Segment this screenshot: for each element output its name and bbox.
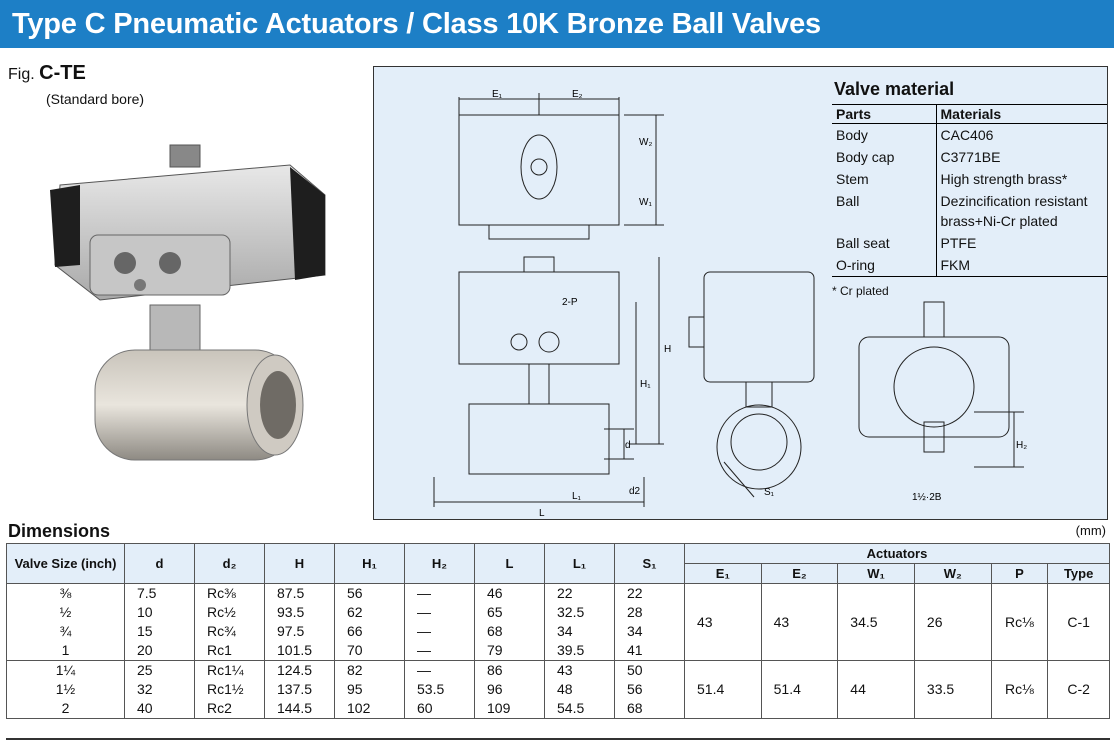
cell-w2: 33.5	[914, 661, 991, 719]
label-h1: H₁	[640, 379, 651, 390]
cell-size: ⅜	[7, 584, 125, 604]
label-h2: H₂	[1016, 440, 1028, 451]
cell-h1: 62	[335, 603, 405, 622]
vm-material: C3771BE	[940, 149, 1001, 165]
cell-l: 96	[475, 680, 545, 699]
cell-h2: 53.5	[405, 680, 475, 699]
cell-s1: 50	[615, 661, 685, 681]
cell-size: ½	[7, 603, 125, 622]
cell-l1: 32.5	[545, 603, 615, 622]
vm-header-parts: Parts	[832, 105, 936, 124]
fig-code: C-TE	[39, 62, 86, 84]
cell-l: 68	[475, 622, 545, 641]
valve-material-note: * Cr plated	[832, 284, 889, 298]
vm-row	[832, 232, 1107, 254]
cell-l1: 54.5	[545, 699, 615, 719]
label-l1: L₁	[572, 491, 581, 502]
label-h: H	[664, 344, 672, 355]
cell-h: 101.5	[265, 641, 335, 661]
cell-s1: 56	[615, 680, 685, 699]
table-row	[7, 584, 1110, 604]
cell-h2: 60	[405, 699, 475, 719]
cell-d2: Rc½	[195, 603, 265, 622]
cell-h: 144.5	[265, 699, 335, 719]
vm-part: Body cap	[832, 146, 936, 168]
header-h2: H₂	[405, 544, 475, 584]
cell-h: 124.5	[265, 661, 335, 681]
cell-l: 46	[475, 584, 545, 604]
header-p: P	[991, 564, 1048, 584]
cell-h2: —	[405, 622, 475, 641]
cell-d: 10	[125, 603, 195, 622]
header-e1: E₁	[685, 564, 762, 584]
cell-d: 15	[125, 622, 195, 641]
cell-s1: 41	[615, 641, 685, 661]
label-e1: E₁	[492, 89, 503, 100]
cell-h2: —	[405, 641, 475, 661]
cell-h1: 56	[335, 584, 405, 604]
dimensions-unit: (mm)	[1075, 523, 1106, 538]
table-row	[7, 661, 1110, 681]
label-e2: E₂	[572, 89, 583, 100]
header-h: H	[265, 544, 335, 584]
vm-part: O-ring	[832, 254, 936, 277]
cell-w1: 44	[838, 661, 915, 719]
cell-l1: 43	[545, 661, 615, 681]
header-type: Type	[1048, 564, 1110, 584]
cell-h: 87.5	[265, 584, 335, 604]
cell-h2: —	[405, 584, 475, 604]
vm-material: PTFE	[940, 235, 977, 251]
vm-material: CAC406	[940, 127, 994, 143]
cell-d2: Rc1	[195, 641, 265, 661]
label-w2: W₂	[639, 137, 653, 148]
cell-h: 97.5	[265, 622, 335, 641]
header-l: L	[475, 544, 545, 584]
cell-w2: 26	[914, 584, 991, 661]
cell-e2: 51.4	[761, 661, 838, 719]
vm-header-materials: Materials	[936, 105, 1107, 124]
label-l: L	[539, 508, 545, 519]
cell-p: Rc⅛	[991, 661, 1048, 719]
page-title: Type C Pneumatic Actuators / Class 10K Bronze Ball Valves	[0, 0, 1114, 48]
cell-h1: 102	[335, 699, 405, 719]
figure-label	[8, 62, 86, 85]
cell-d2: Rc1½	[195, 680, 265, 699]
vm-row	[832, 168, 1107, 190]
product-photo	[40, 135, 340, 495]
cell-d: 25	[125, 661, 195, 681]
cell-size: 2	[7, 699, 125, 719]
cell-l: 109	[475, 699, 545, 719]
figure-subtitle: (Standard bore)	[46, 91, 145, 107]
cell-l1: 34	[545, 622, 615, 641]
cell-w1: 34.5	[838, 584, 915, 661]
header-e2: E₂	[761, 564, 838, 584]
cell-h1: 70	[335, 641, 405, 661]
label-variant: 1½·2B	[912, 492, 942, 503]
vm-material: High strength brass*	[940, 171, 1068, 187]
dimensions-title: Dimensions	[8, 521, 111, 541]
cell-l1: 22	[545, 584, 615, 604]
label-w1: W₁	[639, 197, 652, 208]
vm-row	[832, 190, 1107, 232]
header-h1: H₁	[335, 544, 405, 584]
cell-d2: Rc¾	[195, 622, 265, 641]
header-actuators: Actuators	[685, 544, 1110, 564]
cell-size: 1¼	[7, 661, 125, 681]
label-s1: S₁	[764, 487, 775, 498]
cell-l1: 39.5	[545, 641, 615, 661]
vm-part: Body	[832, 124, 936, 147]
header-s1: S₁	[615, 544, 685, 584]
valve-material-title: Valve material	[834, 79, 955, 99]
cell-d: 40	[125, 699, 195, 719]
vm-material: Dezincification resistant brass+Ni-Cr plated	[940, 193, 1088, 229]
vm-row	[832, 254, 1107, 277]
cell-d2: Rc2	[195, 699, 265, 719]
header-d: d	[125, 544, 195, 584]
cell-h1: 66	[335, 622, 405, 641]
cell-d2: Rc⅜	[195, 584, 265, 604]
cell-l1: 48	[545, 680, 615, 699]
vm-row	[832, 124, 1107, 147]
cell-size: 1	[7, 641, 125, 661]
header-w1: W₁	[838, 564, 915, 584]
cell-h2: —	[405, 661, 475, 681]
vm-material: FKM	[936, 254, 1107, 277]
cell-d: 7.5	[125, 584, 195, 604]
header-w2: W₂	[914, 564, 991, 584]
cell-d: 20	[125, 641, 195, 661]
cell-type: C-1	[1048, 584, 1110, 661]
vm-row	[832, 146, 1107, 168]
cell-s1: 68	[615, 699, 685, 719]
cell-l: 86	[475, 661, 545, 681]
label-d2: d2	[629, 486, 641, 497]
cell-s1: 22	[615, 584, 685, 604]
valve-material-table	[832, 104, 1107, 277]
cell-l: 79	[475, 641, 545, 661]
cell-d: 32	[125, 680, 195, 699]
cell-d2: Rc1¼	[195, 661, 265, 681]
cell-type: C-2	[1048, 661, 1110, 719]
label-d: d	[625, 440, 631, 451]
cell-h1: 95	[335, 680, 405, 699]
header-valve-size: Valve Size (inch)	[7, 544, 125, 584]
vm-part: Ball	[832, 190, 936, 232]
fig-prefix: Fig.	[8, 66, 35, 83]
cell-e1: 43	[685, 584, 762, 661]
cell-e1: 51.4	[685, 661, 762, 719]
cell-size: ¾	[7, 622, 125, 641]
cell-h1: 82	[335, 661, 405, 681]
dimensions-table	[6, 543, 1110, 719]
cell-h2: —	[405, 603, 475, 622]
vm-part: Stem	[832, 168, 936, 190]
drawing-panel	[373, 66, 1108, 520]
cell-size: 1½	[7, 680, 125, 699]
cell-e2: 43	[761, 584, 838, 661]
cell-h: 137.5	[265, 680, 335, 699]
label-2p: 2-P	[562, 297, 578, 308]
cell-s1: 34	[615, 622, 685, 641]
header-l1: L₁	[545, 544, 615, 584]
vm-part: Ball seat	[832, 232, 936, 254]
cell-p: Rc⅛	[991, 584, 1048, 661]
cell-h: 93.5	[265, 603, 335, 622]
cell-s1: 28	[615, 603, 685, 622]
header-d2: d₂	[195, 544, 265, 584]
cell-l: 65	[475, 603, 545, 622]
bottom-rule	[6, 738, 1110, 740]
